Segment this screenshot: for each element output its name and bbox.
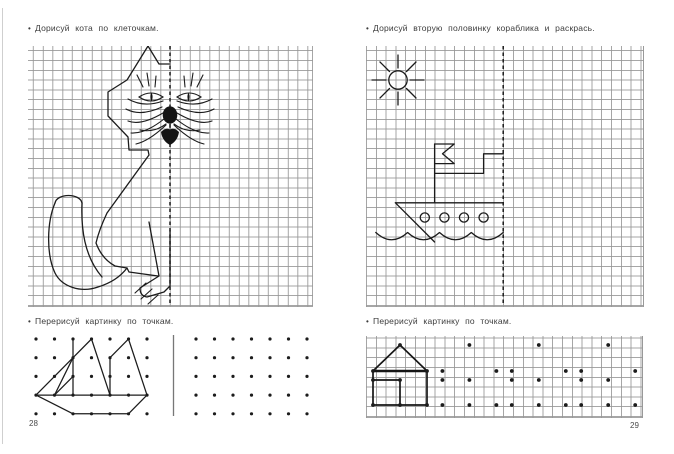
boat-line xyxy=(73,339,92,358)
pattern-dot xyxy=(633,403,637,407)
pattern-dot xyxy=(510,369,514,373)
cat-right-pupil xyxy=(187,93,189,102)
grid-dot xyxy=(250,412,253,415)
grid-dot xyxy=(194,394,197,397)
bullet-icon: • xyxy=(366,24,370,33)
grid-dot xyxy=(213,412,216,415)
grid-dot xyxy=(53,337,56,340)
grid-dot xyxy=(194,356,197,359)
cat-nose xyxy=(163,106,178,123)
porthole xyxy=(440,213,449,222)
grid-dot xyxy=(34,375,37,378)
ship-flag xyxy=(435,144,455,164)
cat-head-back xyxy=(96,46,149,268)
grid-dot xyxy=(305,356,308,359)
grid-dot xyxy=(145,356,148,359)
pattern-dot xyxy=(441,369,445,373)
house-door xyxy=(373,380,400,405)
grid-dot xyxy=(305,375,308,378)
porthole xyxy=(459,213,468,222)
grid-dot xyxy=(213,394,216,397)
grid-dot xyxy=(305,394,308,397)
grid-dot xyxy=(287,412,290,415)
grid-dot xyxy=(34,412,37,415)
pattern-dot xyxy=(537,403,541,407)
scan-edge-line xyxy=(2,8,3,444)
cat-ear xyxy=(148,46,170,64)
grid-dot xyxy=(305,412,308,415)
cat-tail-outer xyxy=(49,203,127,289)
porthole xyxy=(479,213,488,222)
grid-dot xyxy=(90,356,93,359)
task-ship-label: • Дорисуй вторую половинку кораблика и раскрась. xyxy=(366,23,595,33)
grid-dot xyxy=(231,394,234,397)
boat-line xyxy=(129,339,148,395)
pattern-dot xyxy=(606,403,610,407)
cat-left-pupil xyxy=(150,93,152,102)
grid-dot xyxy=(287,337,290,340)
grid-dot xyxy=(90,375,93,378)
grid-dot xyxy=(213,375,216,378)
water-waves xyxy=(376,233,503,240)
boat-line xyxy=(110,339,129,358)
pattern-dot xyxy=(537,343,541,347)
pattern-dot xyxy=(606,378,610,382)
pattern-dot xyxy=(579,369,583,373)
pattern-dot xyxy=(579,378,583,382)
grid-dot xyxy=(231,412,234,415)
cat-front-leg xyxy=(140,222,170,297)
pattern-dot xyxy=(468,378,472,382)
task-cat-label: • Дорисуй кота по клеточкам. xyxy=(28,23,159,33)
grid-dot xyxy=(250,375,253,378)
boat-line xyxy=(129,395,148,414)
grid-dot xyxy=(53,412,56,415)
ship-bow xyxy=(395,203,434,242)
grid-dot xyxy=(287,375,290,378)
grid-dot xyxy=(34,337,37,340)
grid-dot xyxy=(268,394,271,397)
ship-drawing xyxy=(366,46,643,306)
pattern-dot xyxy=(371,369,375,373)
grid-dot xyxy=(194,412,197,415)
grid-dot xyxy=(34,356,37,359)
bullet-icon: • xyxy=(28,24,32,33)
grid-dot xyxy=(213,356,216,359)
bullet-icon: • xyxy=(28,317,32,326)
grid-dot xyxy=(268,412,271,415)
pattern-dot xyxy=(468,343,472,347)
cat-drawing xyxy=(28,46,312,306)
grid-dot xyxy=(250,337,253,340)
cat-right-whiskers xyxy=(174,99,214,144)
boat-line xyxy=(92,339,111,395)
pattern-dot xyxy=(564,369,568,373)
cat-claw-hatches xyxy=(135,283,158,304)
pattern-dot xyxy=(579,403,583,407)
pattern-dot xyxy=(510,403,514,407)
grid-dot xyxy=(127,375,130,378)
pattern-dot xyxy=(371,378,375,382)
boat-line xyxy=(55,376,74,395)
cat-mouth xyxy=(161,129,179,145)
pattern-dot xyxy=(495,369,499,373)
page-number-right: 29 xyxy=(630,421,639,430)
task-house-dots-label: • Перерисуй картинку по точкам. xyxy=(366,316,512,326)
porthole xyxy=(420,213,429,222)
grid-dot xyxy=(145,412,148,415)
pattern-dot xyxy=(606,343,610,347)
grid-dot xyxy=(268,337,271,340)
grid-dot xyxy=(53,356,56,359)
house-roof xyxy=(373,345,427,371)
grid-dot xyxy=(231,375,234,378)
grid-dot xyxy=(250,394,253,397)
task-boat-dots-label: • Перерисуй картинку по точкам. xyxy=(28,316,174,326)
grid-dot xyxy=(305,337,308,340)
grid-dot xyxy=(145,375,148,378)
cat-left-lashes xyxy=(137,73,156,87)
pattern-dot xyxy=(468,403,472,407)
dot-boat-panel xyxy=(28,330,320,430)
pattern-dot xyxy=(371,403,375,407)
house-pattern-drawing xyxy=(366,336,642,417)
grid-dot xyxy=(268,356,271,359)
grid-dot xyxy=(231,356,234,359)
cat-right-lashes xyxy=(184,73,203,87)
grid-dot xyxy=(287,394,290,397)
sun-disc xyxy=(389,71,407,89)
cat-tail-inner xyxy=(82,203,102,277)
boat-line xyxy=(55,358,74,395)
grid-dot xyxy=(250,356,253,359)
pattern-dot xyxy=(564,403,568,407)
pattern-dot xyxy=(398,403,402,407)
cat-belly xyxy=(127,268,158,276)
grid-dot xyxy=(108,337,111,340)
page-number-left: 28 xyxy=(29,419,38,428)
cat-tail-cap xyxy=(55,196,82,204)
sun-icon xyxy=(372,55,424,105)
pattern-dot xyxy=(441,403,445,407)
grid-dot xyxy=(127,356,130,359)
bullet-icon: • xyxy=(366,317,370,326)
house-outline xyxy=(373,345,427,405)
grid-dot xyxy=(231,337,234,340)
grid-dot xyxy=(287,356,290,359)
pattern-dot xyxy=(425,369,429,373)
pattern-dot xyxy=(537,378,541,382)
boat-line xyxy=(36,358,73,395)
boat-line xyxy=(36,395,73,414)
grid-dot xyxy=(145,337,148,340)
pattern-dot xyxy=(398,343,402,347)
grid-dot xyxy=(194,375,197,378)
pattern-dot xyxy=(495,403,499,407)
grid-dot xyxy=(268,375,271,378)
pattern-dot xyxy=(633,369,637,373)
cat-left-whiskers xyxy=(126,99,166,144)
sun-rays xyxy=(372,55,424,105)
pattern-dot xyxy=(441,378,445,382)
grid-dot xyxy=(194,337,197,340)
ship-half-outline xyxy=(376,144,503,242)
pattern-dot xyxy=(510,378,514,382)
grid-dot xyxy=(213,337,216,340)
pattern-dot xyxy=(398,378,402,382)
cat-outline xyxy=(49,46,170,304)
pattern-dot xyxy=(425,403,429,407)
